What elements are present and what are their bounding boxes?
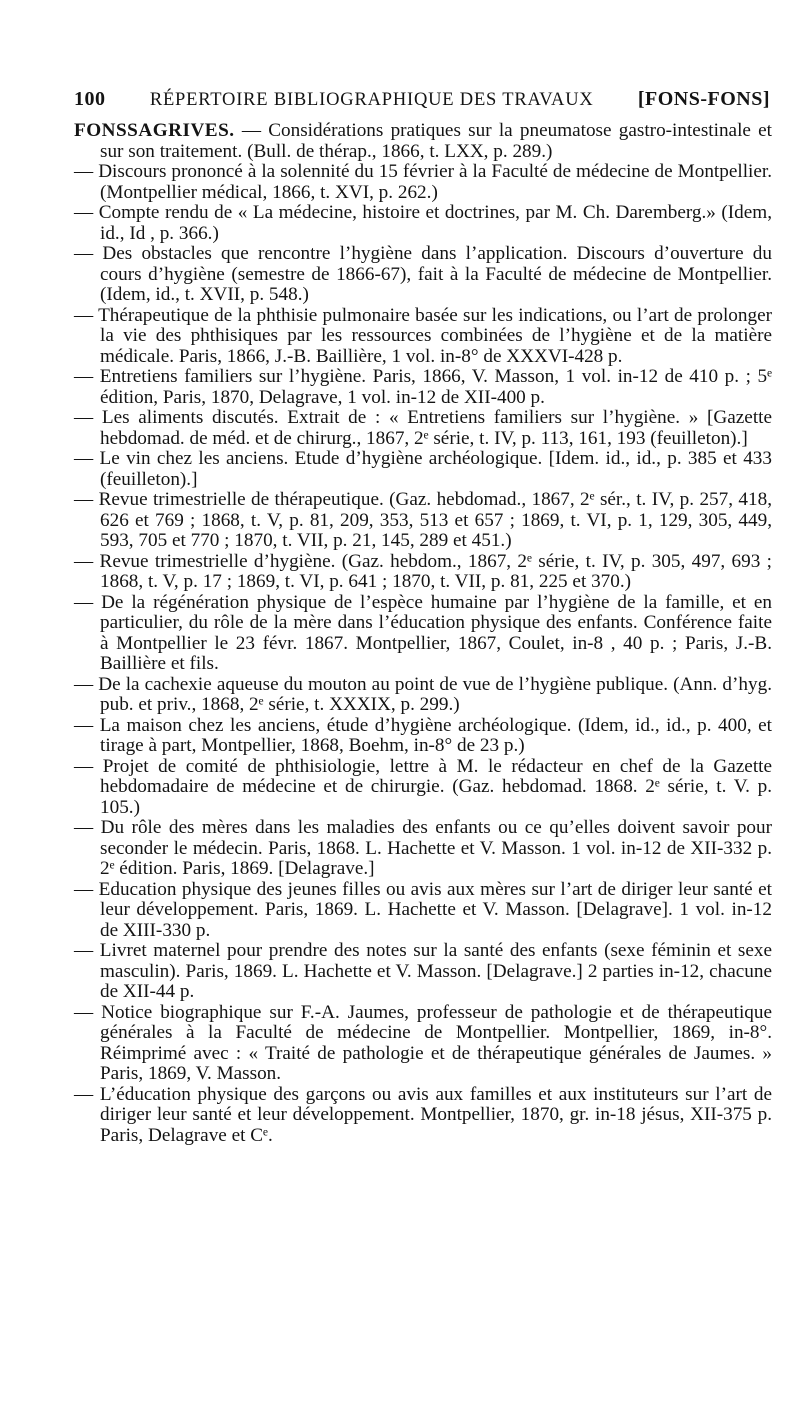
bibliography-entry: — Des obstacles que rencontre l’hygiène dans l’application. Discours d’ouverture du cours d’hygiène (semestre de 1866-67), fait à la Faculté de médecine de Montpellier. (Idem, id., t. XVII, p. 548.) [74, 243, 772, 305]
bibliography-entry: — Livret maternel pour prendre des notes sur la santé des enfants (sexe féminin et sexe masculin). Paris, 1869. L. Hachette et V. Masson. [Delagrave.] 2 parties in-12, chacune de XII-44 p. [74, 940, 772, 1002]
running-head [74, 88, 770, 111]
bibliography-entry: — Notice biographique sur F.-A. Jaumes, professeur de pathologie et de thérapeutique générales à la Faculté de médecine de Montpellier. Montpellier, 1869, in-8°. Réimprimé avec : « Traité de pathologie et de thérapeutique générales de Jaumes. » Paris, 1869, V. Masson. [74, 1001, 772, 1084]
bibliography-entry: — L’éducation physique des garçons ou avis aux familles et aux instituteurs sur l’art de diriger leur santé et leur développement. Montpellier, 1870, gr. in-18 jésus, XII-375 p. Paris, Delagrave et Cᵉ. [74, 1083, 772, 1146]
bibliography-entry: — Discours prononcé à la solennité du 15 février à la Faculté de médecine de Montpellier. (Montpellier médical, 1866, t. XVI, p. 262.) [74, 161, 772, 203]
bibliography-entry: — De la régénération physique de l’espèce humaine par l’hygiène de la famille, et en particulier, du rôle de la mère dans l’éducation physique des enfants. Conférence faite à Montpellier le 23 févr. 1867. Montpellier, 1867, Coulet, in-8 , 40 p. ; Paris, J.-B. Baillière et fils. [74, 591, 772, 674]
bibliography-entry: — Du rôle des mères dans les maladies des enfants ou ce qu’elles doivent savoir pour seconder le médecin. Paris, 1868. L. Hachette et V. Masson. 1 vol. in-12 de XII-332 p. 2ᵉ édition. Paris, 1869. [Delagrave.] [74, 817, 772, 879]
running-title: RÉPERTOIRE BIBLIOGRAPHIQUE DES TRAVAUX [149, 90, 594, 110]
bibliography-entry: — Revue trimestrielle de thérapeutique. (Gaz. hebdomad., 1867, 2ᵉ sér., t. IV, p. 257, 418, 626 et 769 ; 1868, t. V, p. 81, 209, 353, 513 et 657 ; 1869, t. VI, p. 1, 129, 305, 449, 593, 705 et 770 ; 1870, t. VII, p. 21, 145, 289 et 451.) [74, 489, 772, 551]
bibliography-entry: — Entretiens familiers sur l’hygiène. Paris, 1866, V. Masson, 1 vol. in-12 de 410 p. ; 5ᵉ édition, Paris, 1870, Delagrave, 1 vol. in-12 de XII-400 p. [74, 366, 772, 408]
bibliography-entry: — Projet de comité de phthisiologie, lettre à M. le rédacteur en chef de la Gazette hebdomadaire de médecine et de chirurgie. (Gaz. hebdomad. 1868. 2ᵉ série, t. V. p. 105.) [74, 755, 772, 818]
entry-range: [FONS-FONS] [637, 88, 770, 110]
bibliography-entry: — De la cachexie aqueuse du mouton au point de vue de l’hygiène publique. (Ann. d’hyg. pub. et priv., 1868, 2ᵉ série, t. XXXIX, p. 299.) [74, 673, 772, 715]
bibliography-entry: — Compte rendu de « La médecine, histoire et doctrines, par M. Ch. Daremberg.» (Idem, id., Id , p. 366.) [74, 202, 772, 244]
bibliography-entry: — Le vin chez les anciens. Etude d’hygiène archéologique. [Idem. id., id., p. 385 et 433 (feuilleton).] [74, 448, 772, 490]
bibliography-entry: — La maison chez les anciens, étude d’hygiène archéologique. (Idem, id., id., p. 400, et tirage à part, Montpellier, 1868, Boehm, in-8° de 23 p.) [74, 714, 772, 756]
page-number: 100 [74, 88, 106, 110]
bibliography-entry: FONSSAGRIVES. — Considérations pratiques sur la pneumatose gastro-intestinale et sur son traitement. (Bull. de thérap., 1866, t. LXX, p. 289.) [74, 120, 772, 162]
bibliography-entry: — Revue trimestrielle d’hygiène. (Gaz. hebdom., 1867, 2ᵉ série, t. IV, p. 305, 497, 693 ; 1868, t. V, p. 17 ; 1869, t. VI, p. 641 ; 1870, t. VII, p. 81, 225 et 370.) [74, 550, 772, 592]
bibliography-entry: — Thérapeutique de la phthisie pulmonaire basée sur les indications, ou l’art de prolonger la vie des phthisiques par les ressources combinées de l’hygiène et de la matière médicale. Paris, 1866, J.-B. Baillière, 1 vol. in-8° de XXXVI-428 p. [74, 304, 772, 367]
bibliography-entry: — Education physique des jeunes filles ou avis aux mères sur l’art de diriger leur santé et leur développement. Paris, 1869. L. Hachette et V. Masson. [Delagrave]. 1 vol. in-12 de XIII-330 p. [74, 878, 772, 941]
bibliography-entries [74, 121, 772, 1146]
author-name: FONSSAGRIVES. [74, 120, 235, 141]
bibliography-entry: — Les aliments discutés. Extrait de : « Entretiens familiers sur l’hygiène. » [Gazette hebdomad. de méd. et de chirurg., 1867, 2ᵉ série, t. IV, p. 113, 161, 193 (feuilleton).] [74, 407, 772, 449]
